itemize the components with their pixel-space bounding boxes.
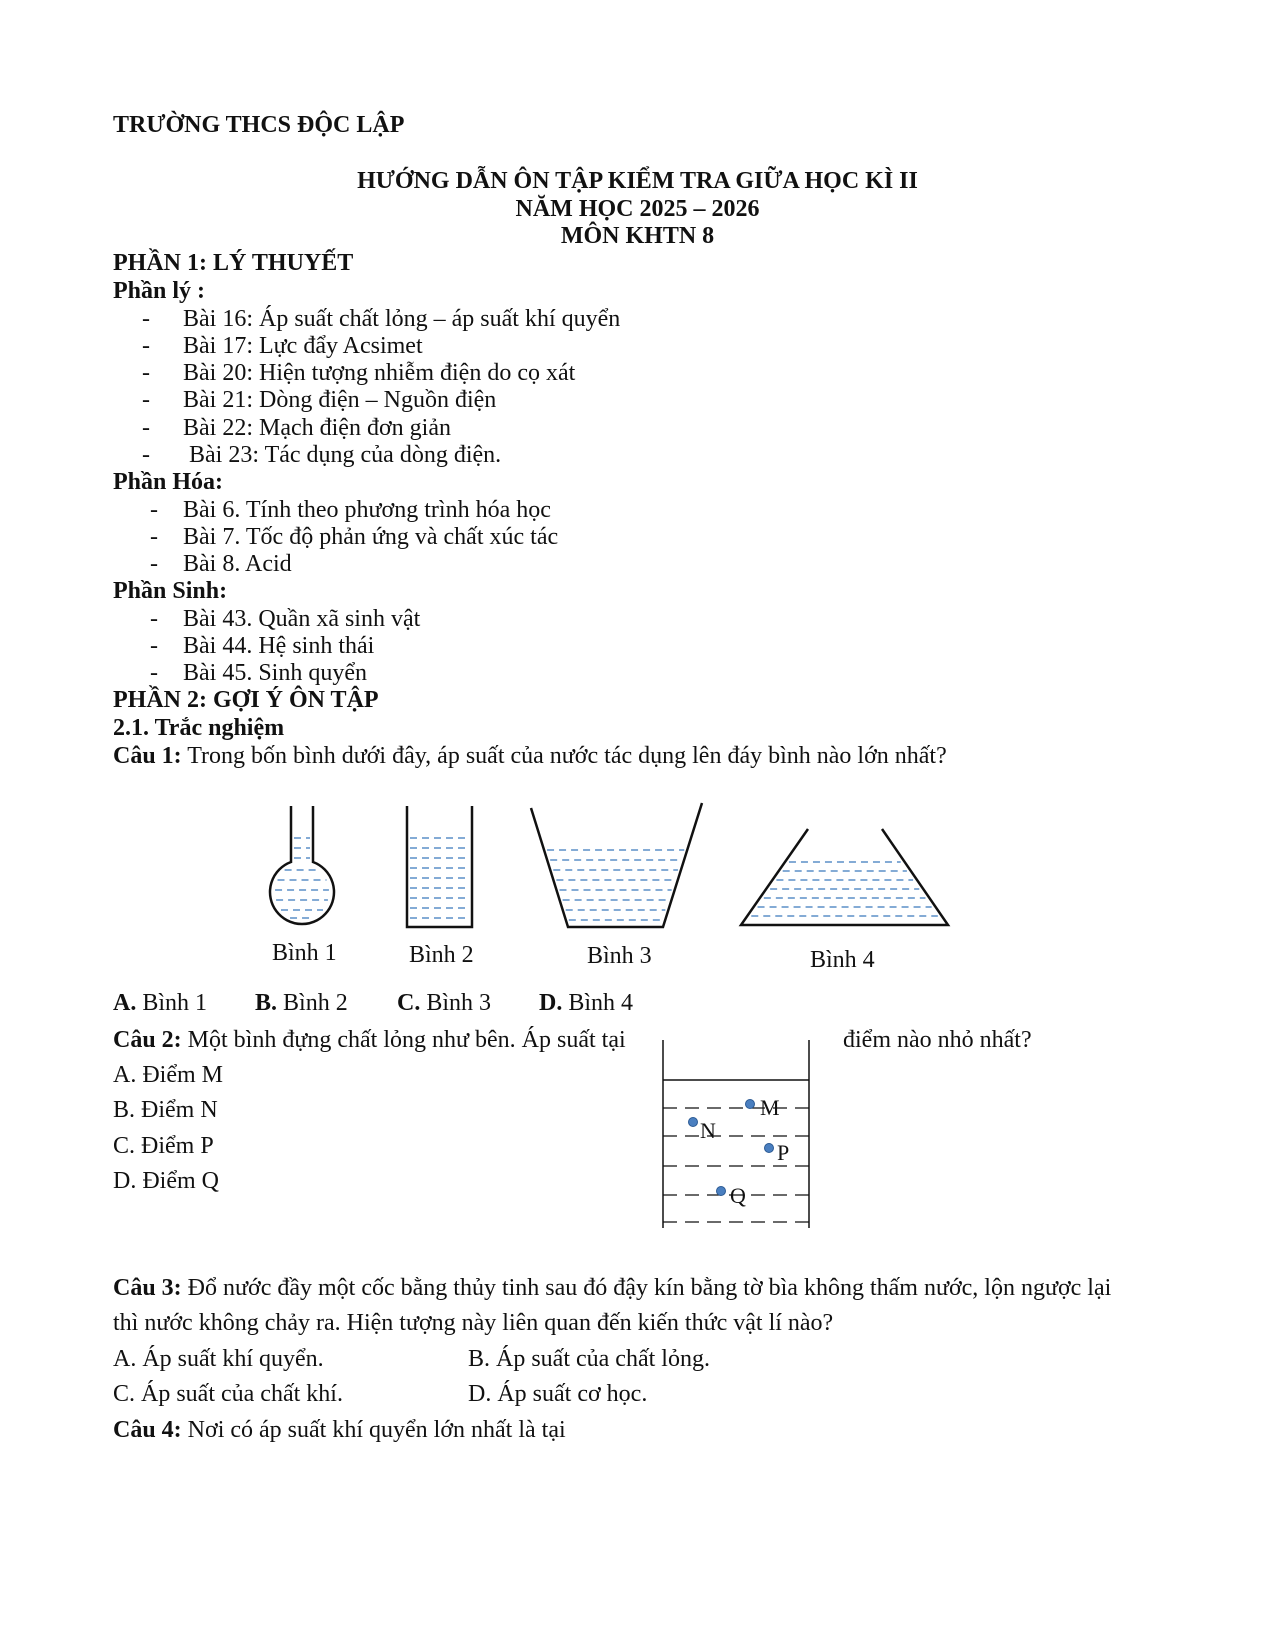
question-label: Câu 1:	[113, 743, 182, 769]
vessel-label-1: Bình 1	[272, 940, 337, 966]
list-item: Bài 17: Lực đẩy Acsimet	[183, 333, 423, 359]
question-label: Câu 4:	[113, 1417, 182, 1443]
point-n-label: N	[700, 1118, 716, 1143]
answer-option[interactable]: B. Điểm N	[113, 1097, 218, 1123]
answer-option[interactable]: A. Bình 1	[113, 990, 208, 1016]
question-2	[113, 1027, 626, 1054]
vessel-label-2: Bình 2	[409, 942, 474, 968]
list-item: Bài 44. Hệ sinh thái	[183, 633, 375, 659]
list-item: Bài 7. Tốc độ phản ứng và chất xúc tác	[183, 524, 559, 550]
question-3	[113, 1275, 1111, 1302]
vessel-label-3: Bình 3	[587, 943, 652, 969]
list-dash: -	[142, 306, 150, 332]
point-p-label: P	[777, 1140, 790, 1165]
quiz-subheading: 2.1. Trắc nghiệm	[113, 715, 285, 741]
question-text: Nơi có áp suất khí quyển lớn nhất là tại	[181, 1417, 566, 1443]
list-dash: -	[150, 633, 158, 659]
list-dash: -	[150, 497, 158, 523]
part2-heading: PHẦN 2: GỢI Ý ÔN TẬP	[113, 687, 379, 713]
list-item: Bài 8. Acid	[183, 551, 292, 577]
point-m-label: M	[760, 1095, 780, 1120]
tapered-vessel	[741, 829, 948, 925]
cylinder-vessel	[407, 806, 472, 927]
list-dash: -	[142, 360, 150, 386]
point-q-marker	[717, 1187, 726, 1196]
point-q-label: Q	[730, 1183, 746, 1208]
answer-option[interactable]: C. Bình 3	[397, 990, 492, 1016]
question-2-continued: điểm nào nhỏ nhất?	[843, 1027, 1032, 1053]
point-m-marker	[746, 1100, 755, 1109]
doc-title: HƯỚNG DẪN ÔN TẬP KIỂM TRA GIỮA HỌC KÌ II	[357, 168, 918, 194]
vessel-label-4: Bình 4	[810, 947, 875, 973]
school-name: TRƯỜNG THCS ĐỘC LẬP	[113, 112, 405, 138]
list-dash: -	[150, 660, 158, 686]
list-dash: -	[150, 524, 158, 550]
list-dash: -	[142, 333, 150, 359]
answer-option[interactable]: A. Điểm M	[113, 1062, 223, 1088]
flask-vessel	[270, 806, 334, 924]
biology-heading: Phần Sinh:	[113, 578, 228, 604]
list-dash: -	[142, 387, 150, 413]
point-p-marker	[765, 1144, 774, 1153]
list-dash: -	[142, 415, 150, 441]
question-text-line2: thì nước không chảy ra. Hiện tượng này liên quan đến kiến thức vật lí nào?	[113, 1310, 834, 1336]
answer-option[interactable]: B. Bình 2	[255, 990, 348, 1016]
answer-option[interactable]: D. Áp suất cơ học.	[468, 1381, 648, 1407]
physics-heading: Phần lý :	[113, 278, 206, 304]
list-item: Bài 21: Dòng điện – Nguồn điện	[183, 387, 497, 413]
answer-option[interactable]: B. Áp suất của chất lỏng.	[468, 1346, 710, 1372]
part1-heading: PHẦN 1: LÝ THUYẾT	[113, 250, 354, 276]
answer-option[interactable]: D. Bình 4	[539, 990, 634, 1016]
list-dash: -	[150, 551, 158, 577]
list-item: Bài 6. Tính theo phương trình hóa học	[183, 497, 551, 523]
question-text: Một bình đựng chất lỏng như bên. Áp suất tại	[181, 1027, 626, 1053]
list-item: Bài 43. Quần xã sinh vật	[183, 606, 421, 632]
answer-option[interactable]: C. Áp suất của chất khí.	[113, 1381, 343, 1407]
question-1	[113, 743, 947, 770]
question-label: Câu 2:	[113, 1027, 182, 1053]
list-dash: -	[142, 442, 150, 468]
list-item: Bài 20: Hiện tượng nhiễm điện do cọ xát	[183, 360, 576, 386]
answer-option[interactable]: A. Áp suất khí quyển.	[113, 1346, 324, 1372]
chemistry-heading: Phần Hóa:	[113, 469, 224, 495]
question-label: Câu 3:	[113, 1275, 182, 1301]
list-dash: -	[150, 606, 158, 632]
question-4	[113, 1417, 566, 1444]
list-item: Bài 23: Tác dụng của dòng điện.	[189, 442, 502, 468]
list-item: Bài 45. Sinh quyển	[183, 660, 367, 686]
list-item: Bài 16: Áp suất chất lỏng – áp suất khí quyển	[183, 306, 621, 332]
doc-subject: MÔN KHTN 8	[560, 223, 715, 249]
point-n-marker	[689, 1118, 698, 1127]
question-text: Trong bốn bình dưới đây, áp suất của nước tác dụng lên đáy bình nào lớn nhất?	[181, 743, 947, 769]
list-item: Bài 22: Mạch điện đơn giản	[183, 415, 451, 441]
question-text: Đổ nước đầy một cốc bằng thủy tinh sau đó đậy kín bằng tờ bìa không thấm nước, lộn ngược lại	[181, 1275, 1112, 1301]
flared-vessel	[531, 803, 702, 927]
answer-option[interactable]: C. Điểm P	[113, 1133, 214, 1159]
answer-option[interactable]: D. Điểm Q	[113, 1168, 219, 1194]
doc-year: NĂM HỌC 2025 – 2026	[515, 196, 760, 222]
